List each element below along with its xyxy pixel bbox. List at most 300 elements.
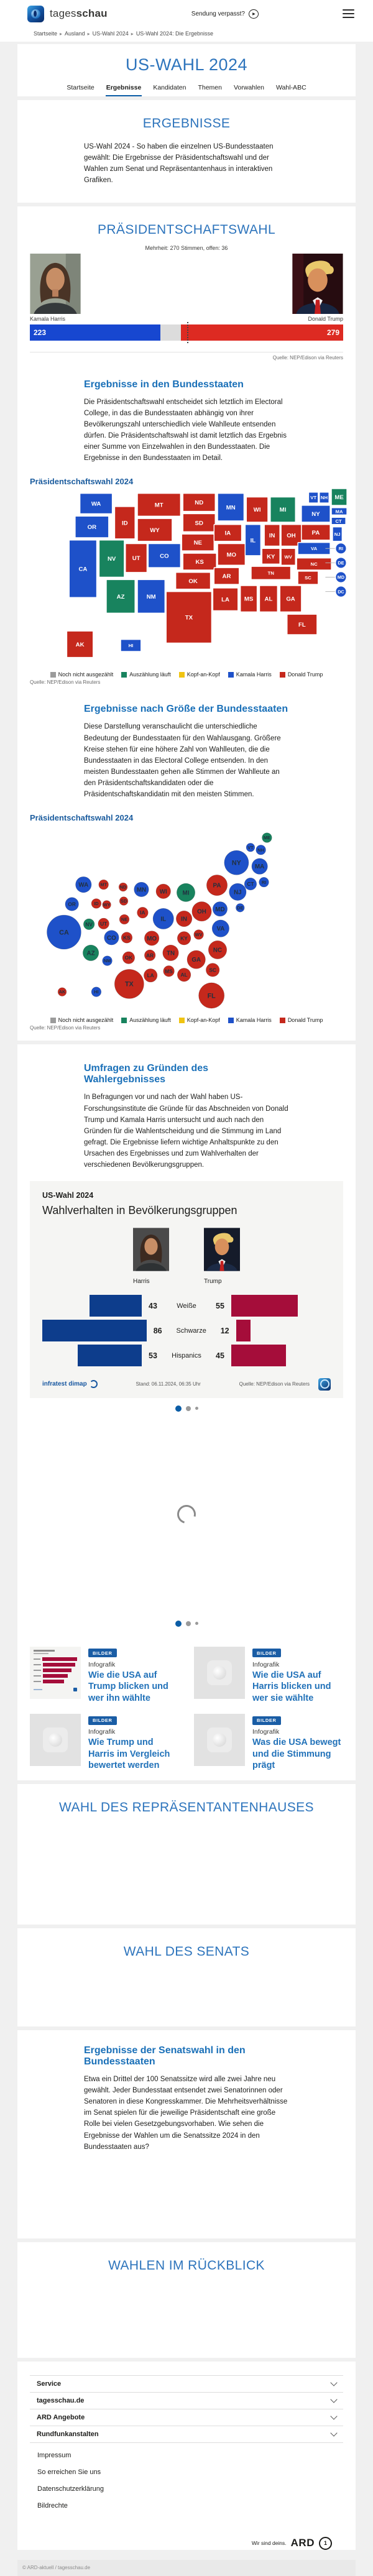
- state-label-AR: AR: [222, 573, 231, 580]
- teaser-kicker: Infografik: [88, 1728, 116, 1736]
- trump-bar: [236, 1320, 251, 1341]
- legend-label: Donald Trump: [287, 671, 323, 678]
- carousel-dot[interactable]: [195, 1407, 198, 1410]
- trump-photo-label: Trump: [204, 1277, 222, 1285]
- demographic-bar-chart: [42, 1294, 331, 1368]
- bubble-label-NV: NV: [85, 921, 93, 927]
- legend-swatch-tossup: [179, 672, 185, 678]
- brand-text: tagesschau: [50, 7, 108, 19]
- state-label-NJ: NJ: [334, 531, 341, 537]
- tagesschau-watermark-icon: [43, 1727, 68, 1752]
- state-label-GA: GA: [286, 596, 295, 603]
- legend-swatch-harris: [228, 1018, 234, 1023]
- legend-swatch-undecided: [50, 1018, 56, 1023]
- trump-value: 45: [216, 1351, 224, 1360]
- legend-label: Noch nicht ausgezählt: [58, 1017, 114, 1024]
- state-label-MN: MN: [226, 504, 236, 511]
- state-label-CT: CT: [335, 518, 342, 524]
- state-label-ID: ID: [122, 519, 128, 527]
- harris-bar: [90, 1295, 142, 1317]
- map-chart-title: Präsidentschaftswahl 2024: [30, 476, 134, 486]
- candidate-harris: [30, 254, 81, 322]
- footer-accordion-ardangebote[interactable]: [30, 2409, 343, 2426]
- bubble-label-KS: KS: [123, 934, 131, 941]
- empty-content: [17, 2156, 356, 2238]
- stand-note: Stand: 06.11.2024, 06:35 Uhr: [136, 1381, 201, 1387]
- legend-item: [179, 1017, 220, 1023]
- umfragen-heading[interactable]: Umfragen zu Gründen des Wahlergebnisses: [84, 1063, 209, 1085]
- teaser-card[interactable]: [194, 1714, 343, 1772]
- breadcrumb-separator-icon: ▸: [87, 31, 90, 37]
- trump-value: 12: [220, 1326, 229, 1335]
- trump-votes-value: 279: [326, 328, 339, 337]
- bubble-label-FL: FL: [207, 991, 216, 1000]
- state-label-MT: MT: [154, 502, 163, 509]
- state-label-NY: NY: [311, 510, 320, 518]
- senat-section: [17, 1928, 356, 2026]
- bubble-label-NM: NM: [103, 957, 111, 964]
- map-legend: [17, 671, 356, 678]
- photo-trump-small: [204, 1226, 240, 1285]
- legend-item: [121, 1017, 171, 1023]
- ard-one-icon: 1: [319, 2537, 332, 2550]
- legend-label: Noch nicht ausgezählt: [58, 671, 114, 678]
- carousel-dot[interactable]: [186, 1406, 191, 1411]
- legend-label: Auszählung läuft: [129, 671, 171, 678]
- legend-swatch-counting: [121, 672, 127, 678]
- photo-harris-small: [133, 1226, 169, 1285]
- bubble-label-MI: MI: [182, 889, 190, 896]
- bubble-label-MS: MS: [165, 967, 173, 974]
- senatswahl-text: Etwa ein Drittel der 100 Senatssitze wird alle zwei Jahre neu gewählt. Jeder Bundesstaat entsendet zwei Senatorinnen oder Senatoren in diese Kongresskammer. Die Mehrheitsverhältnisse im Senat spielen für die jeweilige Präsidentschaft eine große Rolle bei vielen Gesetzgebungsvorhaben. Wie sehen die Ergebnisse der Wahlen um die Senatssitze 2024 in den Bundesstaaten aus?: [84, 2075, 288, 2151]
- senatswahl-section: [17, 2030, 356, 2238]
- bubble-label-GA: GA: [191, 956, 201, 964]
- state-label-HI: HI: [128, 642, 134, 648]
- footer-link-bildrechte[interactable]: Bildrechte: [37, 2501, 68, 2509]
- breadcrumb-separator-icon: ▸: [60, 31, 63, 37]
- repraesentantenhaus-heading: WAHL DES REPRÄSENTANTENHAUSES: [59, 1800, 314, 1815]
- state-label-IA: IA: [224, 530, 231, 537]
- bubble-label-VT: VT: [247, 844, 254, 850]
- harris-value: 43: [149, 1301, 157, 1310]
- category-label: Hispanics: [172, 1351, 201, 1359]
- bubble-label-NE: NE: [121, 916, 128, 922]
- size-section-heading[interactable]: Ergebnisse nach Größe der Bundesstaaten: [84, 704, 288, 715]
- states-section-heading[interactable]: Ergebnisse in den Bundesstaaten: [84, 379, 244, 390]
- bubble-label-MN: MN: [136, 886, 147, 893]
- empty-content: [17, 1815, 356, 1925]
- state-label-TN: TN: [267, 570, 274, 576]
- state-label-ND: ND: [195, 499, 204, 507]
- majority-note: Mehrheit: 270 Stimmen, offen: 36: [145, 244, 228, 251]
- chevron-down-icon: [330, 2396, 337, 2403]
- footer-accordion-tagesschaude[interactable]: [30, 2392, 343, 2409]
- teaser-card[interactable]: [194, 1647, 343, 1704]
- trump-votes-segment: [181, 324, 343, 341]
- electoral-vote-bar: [30, 324, 343, 341]
- legend-swatch-trump: [280, 672, 285, 678]
- senatswahl-heading[interactable]: Ergebnisse der Senatswahl in den Bundesstaaten: [84, 2045, 246, 2067]
- size-section-text: Diese Darstellung veranschaulicht die unterschiedliche Bedeutung der Bundesstaaten für den Wahlausgang. Größere Kreise stehen für eine höhere Zahl von Wahlleuten, die die Bundesstaaten in das Electoral College entsenden. In den meisten Bundesstaaten gehen alle Stimmen der Wahlleute an den Präsidentschaftskandidaten oder die Präsidentschaftskandidatin mit den meisten Stimmen.: [84, 723, 281, 799]
- legend-swatch-trump: [280, 1018, 285, 1023]
- carousel-dot[interactable]: [186, 1621, 191, 1626]
- ard-logo-icon: [318, 1378, 331, 1391]
- source-note: Quelle: NEP/Edison via Reuters: [272, 354, 343, 361]
- teaser-kicker: Infografik: [252, 1728, 280, 1736]
- bubble-label-CT: CT: [247, 880, 254, 887]
- teaser-kicker: Infografik: [88, 1660, 116, 1668]
- legend-item: [121, 671, 171, 678]
- bubble-label-NJ: NJ: [234, 888, 242, 896]
- state-label-ME: ME: [334, 494, 344, 501]
- bubble-label-LA: LA: [147, 972, 154, 978]
- harris-value: 53: [149, 1351, 157, 1360]
- teaser-thumbnail-chart[interactable]: [30, 1647, 81, 1699]
- bubble-legend: [17, 1017, 356, 1023]
- bubble-label-AK: AK: [58, 988, 66, 995]
- infographic-source: Quelle: NEP/Edison via Reuters: [239, 1381, 310, 1387]
- teaser-title[interactable]: Wie die USA auf Trump blicken und wer ihn wählte: [88, 1670, 168, 1703]
- breadcrumb-item[interactable]: US-Wahl 2024: Die Ergebnisse: [136, 30, 214, 37]
- repraesentantenhaus-section: [17, 1784, 356, 1925]
- senat-heading: WAHL DES SENATS: [123, 1944, 250, 1959]
- state-label-AZ: AZ: [116, 593, 125, 600]
- carousel-dot[interactable]: [175, 1621, 182, 1627]
- map-source-note: Quelle: NEP/Edison via Reuters: [30, 679, 101, 686]
- legend-label: Kamala Harris: [236, 671, 272, 678]
- state-label-SC: SC: [305, 574, 311, 581]
- teaser-badge: BILDER: [88, 1716, 117, 1725]
- brand-block[interactable]: [17, 6, 108, 22]
- teaser-thumbnail[interactable]: [194, 1714, 245, 1766]
- tab-themen[interactable]: Themen: [198, 84, 222, 91]
- site-header: [0, 0, 373, 27]
- carousel-dots: [17, 1398, 356, 1415]
- site-footer: [17, 2362, 356, 2550]
- teaser-text: [88, 1647, 179, 1704]
- bubble-cartogram: [31, 825, 342, 1014]
- legend-item: [50, 671, 114, 678]
- section-tabs: [17, 82, 356, 96]
- bubble-label-WY: WY: [103, 901, 111, 908]
- legend-label: Donald Trump: [287, 1017, 323, 1024]
- ard-claim: Wir sind deins.: [251, 2540, 287, 2547]
- bubble-label-MD: MD: [215, 906, 225, 913]
- state-label-SD: SD: [195, 519, 203, 527]
- demo-row-weiße: [42, 1294, 331, 1318]
- bubble-label-HI: HI: [94, 988, 99, 995]
- state-label-RI: RI: [338, 545, 344, 551]
- state-label-MO: MO: [226, 551, 236, 558]
- bubble-label-MA: MA: [255, 863, 265, 870]
- teaser-grid: [30, 1647, 343, 1780]
- candidate-photo-trump-small: [204, 1226, 240, 1273]
- footer-accordions: [30, 2375, 343, 2443]
- teaser-text: [252, 1647, 343, 1704]
- breadcrumb-separator-icon: ▸: [131, 31, 134, 37]
- state-label-CA: CA: [78, 566, 88, 573]
- ergebnisse-section: [17, 100, 356, 203]
- bubble-label-CO: CO: [107, 934, 116, 942]
- harris-photo-label: Harris: [133, 1277, 150, 1285]
- globe-icon: [31, 9, 40, 19]
- bubble-label-NY: NY: [231, 859, 241, 867]
- candidate-trump: [292, 254, 343, 322]
- page-title: US-WAHL 2024: [125, 55, 248, 74]
- menu-button[interactable]: [343, 9, 354, 18]
- carousel-dot[interactable]: [195, 1622, 198, 1625]
- state-label-AK: AK: [75, 641, 85, 648]
- bubble-label-AR: AR: [146, 952, 154, 959]
- harris-value: 86: [153, 1326, 162, 1335]
- teaser-badge: BILDER: [88, 1649, 117, 1657]
- ergebnisse-heading: ERGEBNISSE: [142, 116, 231, 131]
- bubble-label-WI: WI: [159, 888, 167, 895]
- loading-area: [17, 1415, 356, 1613]
- rueckblick-section: [17, 2242, 356, 2358]
- teaser-title[interactable]: Wie die USA auf Harris blicken und wer sie wählte: [252, 1670, 331, 1703]
- breadcrumb-item[interactable]: Startseite: [34, 30, 58, 37]
- breadcrumb-item[interactable]: US-Wahl 2024: [92, 30, 129, 37]
- trump-bar: [231, 1345, 286, 1366]
- footer-link-impressum[interactable]: Impressum: [37, 2451, 71, 2459]
- legend-swatch-undecided: [50, 672, 56, 678]
- candidate-name-trump: Donald Trump: [308, 315, 343, 322]
- us-states-map: [25, 489, 348, 668]
- teaser-thumbnail[interactable]: [30, 1714, 81, 1766]
- state-label-AL: AL: [264, 596, 273, 603]
- state-label-WY: WY: [150, 527, 160, 534]
- empty-content: [17, 1959, 356, 2026]
- state-label-IL: IL: [250, 536, 256, 544]
- bubble-label-TX: TX: [124, 980, 134, 988]
- legend-label: Kamala Harris: [236, 1017, 272, 1024]
- praesidentschaftswahl-heading: PRÄSIDENTSCHAFTSWAHL: [97, 222, 276, 237]
- legend-item: [280, 671, 323, 678]
- trump-value: 55: [216, 1301, 224, 1310]
- candidate-photo-trump: [292, 254, 343, 314]
- state-label-WA: WA: [91, 500, 101, 508]
- legend-item: [228, 671, 272, 678]
- category-label: Schwarze: [176, 1327, 206, 1335]
- majority-marker: [187, 322, 188, 343]
- tagesschau-watermark-icon: [207, 1660, 232, 1685]
- state-label-WV: WV: [284, 554, 292, 560]
- teaser-text: [252, 1714, 343, 1772]
- bubble-label-DE: DE: [237, 904, 244, 911]
- bubble-label-OK: OK: [124, 954, 133, 961]
- state-label-UT: UT: [132, 554, 140, 562]
- bubble-label-KY: KY: [180, 934, 188, 941]
- state-label-OH: OH: [287, 532, 296, 540]
- state-label-NE: NE: [193, 539, 202, 546]
- breadcrumb: [0, 27, 373, 42]
- teaser-card[interactable]: [30, 1714, 179, 1772]
- praesidentschaftswahl-section: [17, 206, 356, 1041]
- bubble-label-IA: IA: [140, 909, 145, 916]
- state-label-CO: CO: [160, 552, 169, 559]
- bubble-label-WA: WA: [78, 881, 89, 889]
- bubble-label-NC: NC: [213, 947, 223, 954]
- state-label-KY: KY: [267, 553, 275, 560]
- bubble-label-SC: SC: [209, 966, 216, 973]
- state-label-DE: DE: [338, 559, 344, 566]
- infratest-dimap-logo: infratest dimap: [42, 1381, 87, 1388]
- trump-bar: [231, 1295, 298, 1317]
- legend-label: Kopf-an-Kopf: [186, 671, 220, 678]
- state-label-VT: VT: [310, 494, 317, 500]
- harris-bar: [42, 1320, 147, 1341]
- accordion-label: Rundfunkanstalten: [37, 2430, 99, 2438]
- bubble-label-VA: VA: [216, 925, 225, 932]
- bubble-label-NH: NH: [257, 847, 264, 853]
- infratest-dimap-mark-icon: [90, 1380, 98, 1388]
- tab-kandidaten[interactable]: Kandidaten: [153, 84, 186, 91]
- candidate-name-harris: Kamala Harris: [30, 315, 66, 322]
- carousel-dot[interactable]: [175, 1405, 182, 1412]
- bubble-label-MT: MT: [100, 881, 107, 888]
- candidate-photo-harris: [30, 254, 81, 314]
- infographic-kicker: US-Wahl 2024: [42, 1190, 94, 1200]
- bubble-label-ID: ID: [94, 900, 99, 906]
- tab-vorwahlen[interactable]: Vorwahlen: [233, 84, 265, 91]
- footer-links: [30, 2452, 343, 2509]
- bubble-label-PA: PA: [213, 882, 221, 890]
- bubble-label-UT: UT: [100, 920, 108, 927]
- accordion-label: ARD Angebote: [37, 2413, 85, 2421]
- state-label-DC: DC: [338, 588, 344, 594]
- bubble-source-note: Quelle: NEP/Edison via Reuters: [30, 1025, 101, 1031]
- infographic-card: [30, 1181, 343, 1398]
- state-label-PA: PA: [311, 529, 320, 536]
- state-label-NC: NC: [310, 561, 318, 567]
- state-label-IN: IN: [269, 532, 275, 540]
- bubble-label-AL: AL: [180, 971, 188, 978]
- umfragen-text: In Befragungen vor und nach der Wahl haben US-Forschungsinstitute die Gründe für das Abschneiden von Donald Trump und Kamala Harris untersucht und auch nach den Gründen für die Wahlentscheidung und die Stimmung im Land gefragt. Die Ergebnisse liefern wichtige Anhaltspunkte zu den Ursachen des Ergebnisses und zum Wahlverhalten der verschiedenen Bevölkerungsgruppen.: [84, 1093, 288, 1169]
- legend-swatch-tossup: [179, 1018, 185, 1023]
- tab-ergebnisse[interactable]: Ergebnisse: [106, 82, 142, 96]
- teaser-thumbnail[interactable]: [194, 1647, 245, 1699]
- teaser-title[interactable]: Wie Trump und Harris im Vergleich bewertet werden: [88, 1737, 170, 1771]
- footer-accordion-service[interactable]: [30, 2375, 343, 2392]
- category-label: Weiße: [177, 1302, 196, 1310]
- ergebnisse-intro: US-Wahl 2024 - So haben die einzelnen US-Bundesstaaten gewählt: Die Ergebnisse der Präsidentschaftswahl und der Wahlen zum Senat und Repräsentantenhaus in interaktiven Grafiken.: [84, 143, 274, 185]
- legend-swatch-harris: [228, 672, 234, 678]
- state-label-NH: NH: [320, 494, 328, 500]
- legend-label: Kopf-an-Kopf: [186, 1017, 220, 1024]
- state-label-NM: NM: [146, 593, 156, 600]
- teaser-badge: BILDER: [252, 1649, 281, 1657]
- states-section-text: Die Präsidentschaftswahl entscheidet sich letztlich im Electoral College, in das die Bundesstaaten abhängig von ihrer Bevölkerungszahl unterschiedlich viele Wahlleute entsenden dürfen. Die Präsidentschaftswahl ist damit letztlich das Ergebnis einer Summe von Einzelwahlen in den Bundesstaaten. Die Ergebnisse in den Bundesstaaten im Detail.: [84, 398, 287, 462]
- chevron-down-icon: [330, 2413, 337, 2419]
- footer-link-soerreichensieuns[interactable]: So erreichen Sie uns: [37, 2468, 101, 2476]
- breadcrumb-item[interactable]: Ausland: [65, 30, 85, 37]
- legend-item: [280, 1017, 323, 1023]
- state-label-OK: OK: [188, 577, 198, 585]
- infographic-photos: [42, 1226, 331, 1285]
- legend-item: [50, 1017, 114, 1023]
- empty-content: [17, 2273, 356, 2358]
- state-label-MA: MA: [335, 508, 343, 514]
- teaser-title[interactable]: Was die USA bewegt und die Stimmung prägt: [252, 1737, 341, 1771]
- demo-row-hispanics: [42, 1343, 331, 1368]
- bubble-label-TN: TN: [166, 949, 175, 957]
- bubble-label-IN: IN: [181, 916, 187, 923]
- tagesschau-watermark-icon: [207, 1727, 232, 1752]
- sendung-verpasst-label: Sendung verpasst?: [191, 10, 245, 17]
- state-label-OR: OR: [87, 523, 97, 531]
- state-label-MI: MI: [279, 506, 287, 513]
- bubble-label-MO: MO: [147, 935, 157, 942]
- teaser-card[interactable]: [30, 1647, 179, 1704]
- open-votes-segment: [160, 324, 181, 341]
- play-icon: ▶: [249, 9, 259, 19]
- chevron-down-icon: [330, 2429, 337, 2436]
- legend-swatch-counting: [121, 1018, 127, 1023]
- state-label-NV: NV: [107, 555, 116, 563]
- state-label-KS: KS: [195, 558, 204, 566]
- umfragen-section: [17, 1044, 356, 1780]
- infographic-title: Wahlverhalten in Bevölkerungsgruppen: [42, 1203, 237, 1217]
- candidate-photo-harris-small: [133, 1226, 169, 1273]
- demo-row-schwarze: [42, 1318, 331, 1343]
- state-label-MS: MS: [244, 596, 254, 603]
- footer-link-datenschutzerklrung[interactable]: Datenschutzerklärung: [37, 2485, 104, 2493]
- bubble-label-ME: ME: [263, 834, 270, 840]
- bubble-chart-title: Präsidentschaftswahl 2024: [30, 812, 134, 822]
- hero-section: [17, 44, 356, 96]
- bubble-label-RI: RI: [261, 879, 267, 885]
- bubble-label-OH: OH: [197, 908, 206, 916]
- tagesschau-logo-icon: [27, 6, 44, 22]
- bubble-label-CA: CA: [59, 928, 69, 936]
- accordion-label: tagesschau.de: [37, 2396, 85, 2404]
- state-label-LA: LA: [221, 596, 229, 604]
- teaser-kicker: Infografik: [252, 1660, 280, 1668]
- bubble-label-SD: SD: [120, 898, 127, 904]
- tab-wahlabc[interactable]: Wahl-ABC: [276, 84, 306, 91]
- state-label-WI: WI: [253, 506, 261, 513]
- tab-startseite[interactable]: Startseite: [67, 84, 94, 91]
- chevron-down-icon: [330, 2379, 337, 2386]
- harris-votes-segment: [30, 324, 160, 341]
- bubble-label-ND: ND: [119, 884, 127, 890]
- state-label-VA: VA: [311, 545, 318, 551]
- teaser-text: [88, 1714, 179, 1772]
- ard-logo: [17, 2537, 332, 2550]
- bubble-label-IL: IL: [160, 916, 167, 923]
- harris-votes-value: 223: [34, 328, 47, 337]
- legend-item: [228, 1017, 272, 1023]
- bubble-label-AZ: AZ: [86, 949, 95, 957]
- legend-label: Auszählung läuft: [129, 1017, 171, 1024]
- state-label-TX: TX: [185, 614, 193, 622]
- legend-item: [179, 671, 220, 678]
- accordion-label: Service: [37, 2380, 62, 2388]
- loading-spinner-icon: [174, 1501, 200, 1527]
- rueckblick-heading: WAHLEN IM RÜCKBLICK: [108, 2258, 265, 2273]
- teaser-badge: BILDER: [252, 1716, 281, 1725]
- state-label-FL: FL: [298, 621, 306, 628]
- carousel-dots-2: [17, 1613, 356, 1631]
- candidates-row: [30, 254, 343, 323]
- copyright-bar: © ARD-aktuell / tagesschau.de: [17, 2560, 356, 2576]
- bubble-label-WV: WV: [195, 931, 203, 937]
- harris-bar: [78, 1345, 142, 1366]
- sendung-verpasst-link[interactable]: [191, 9, 259, 19]
- infographic-footer: [42, 1378, 331, 1391]
- footer-accordion-rundfunkanstalten[interactable]: [30, 2426, 343, 2442]
